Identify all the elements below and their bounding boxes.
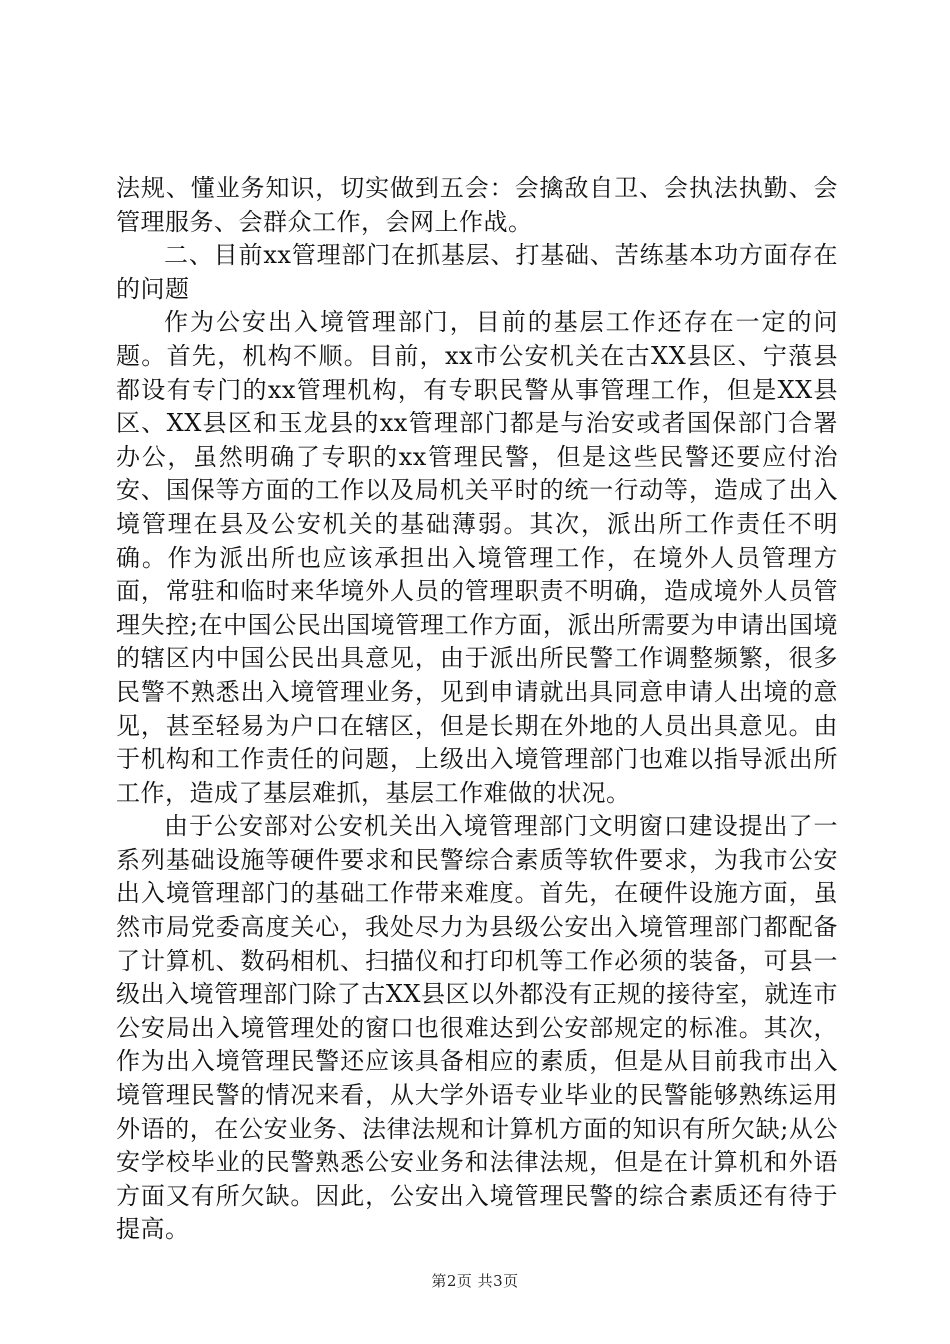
page-number-footer: 第2页 共3页: [431, 1272, 519, 1290]
section-heading: 二、目前xx管理部门在抓基层、打基础、苦练基本功方面存在的问题: [116, 241, 838, 303]
paragraph-continuation: 法规、懂业务知识，切实做到五会：会擒敌自卫、会执法执勤、会管理服务、会群众工作，会网上作战。: [116, 174, 838, 236]
document-body: [116, 172, 838, 1247]
paragraph-problems-facilities: 由于公安部对公安机关出入境管理部门文明窗口建设提出了一系列基础设施等硬件要求和民警综合素质等软件要求，为我市公安出入境管理部门的基础工作带来难度。首先，在硬件设施方面，虽然市局党委高度关心，我处尽力为县级公安出入境管理部门都配备了计算机、数码相机、扫描仪和打印机等工作必须的装备，可县一级出入境管理部门除了古XX县区以外都没有正规的接待室，就连市公安局出入境管理处的窗口也很难达到公安部规定的标准。其次，作为出入境管理民警还应该具备相应的素质，但是从目前我市出入境管理民警的情况来看，从大学外语专业毕业的民警能够熟练运用外语的，在公安业务、法律法规和计算机方面的知识有所欠缺;从公安学校毕业的民警熟悉公安业务和法律法规，但是在计算机和外语方面又有所欠缺。因此，公安出入境管理民警的综合素质还有待于提高。: [116, 812, 838, 1244]
paragraph-problems-structure: 作为公安出入境管理部门，目前的基层工作还存在一定的问题。首先，机构不顺。目前，xx市公安机关在古XX县区、宁蒗县都设有专门的xx管理机构，有专职民警从事管理工作，但是XX县区、XX县区和玉龙县的xx管理部门都是与治安或者国保部门合署办公，虽然明确了专职的xx管理民警，但是这些民警还要应付治安、国保等方面的工作以及局机关平时的统一行动等，造成了出入境管理在县及公安机关的基础薄弱。其次，派出所工作责任不明确。作为派出所也应该承担出入境管理工作，在境外人员管理方面，常驻和临时来华境外人员的管理职责不明确，造成境外人员管理失控;在中国公民出国境管理工作方面，派出所需要为申请出国境的辖区内中国公民出具意见，由于派出所民警工作调整频繁，很多民警不熟悉出入境管理业务，见到申请就出具同意申请人出境的意见，甚至轻易为户口在辖区，但是长期在外地的人员出具意见。由于机构和工作责任的问题，上级出入境管理部门也难以指导派出所工作，造成了基层难抓，基层工作难做的状况。: [116, 308, 838, 807]
